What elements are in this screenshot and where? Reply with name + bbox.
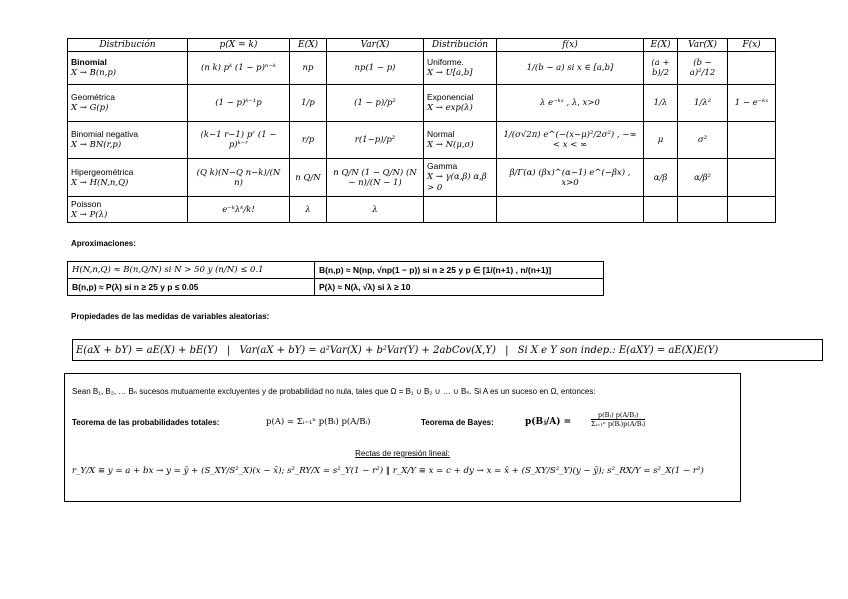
dist-symbol: X → γ(α,β) α,β > 0 — [427, 172, 487, 193]
header-cell: F(x) — [728, 39, 776, 52]
header-cell: Var(X) — [678, 39, 728, 52]
pdf-cell: λ e⁻ᵏˣ , λ, x>0 — [497, 85, 644, 122]
mean-cell: (a + b)/2 — [644, 52, 678, 85]
table-header-row — [68, 39, 776, 52]
variance-cell: (b − a)²/12 — [678, 52, 728, 85]
properties-box — [72, 339, 823, 361]
pmf-cell: (Q k)(N−Q n−k)/(N n) — [188, 159, 290, 197]
variance-cell — [678, 197, 728, 223]
mean-cell: r/p — [290, 122, 327, 159]
variance-cell: 1/λ² — [678, 85, 728, 122]
approx-hypergeometric-binomial: H(N,n,Q) ≈ B(n,Q/N) si N > 50 y (n/N) ≤ 0.1 — [68, 262, 315, 279]
variance-cell: r(1−p)/p² — [327, 122, 424, 159]
mean-cell: λ — [290, 197, 327, 223]
mean-cell: μ — [644, 122, 678, 159]
dist-symbol: X → exp(λ) — [427, 103, 473, 113]
separator: | — [226, 345, 231, 356]
dist-name: Hipergeométrica — [71, 166, 134, 177]
property-variance: Var(aX + bY) = a²Var(X) + b²Var(Y) + 2abCov(X,Y) — [239, 345, 496, 356]
dist-name: Exponencial — [427, 92, 474, 102]
theorems-box — [64, 373, 741, 502]
cdf-cell: 1 − e⁻ᵏˣ — [728, 85, 776, 122]
table-row — [68, 85, 776, 122]
distributions-table — [67, 38, 776, 223]
pdf-cell — [497, 197, 644, 223]
approx-binomial-poisson: B(n,p) ≈ P(λ) si n ≥ 25 y p ≤ 0.05 — [68, 279, 315, 296]
dist-symbol: X → G(p) — [71, 103, 109, 113]
table-row — [68, 52, 776, 85]
dist-symbol: X → U[a,b] — [427, 68, 473, 78]
variance-cell: α/β² — [678, 159, 728, 197]
mean-cell: 1/p — [290, 85, 327, 122]
approximations-title: Aproximaciones: — [71, 239, 136, 248]
properties-title: Propiedades de las medidas de variables aleatorias: — [71, 312, 270, 321]
cdf-cell — [728, 122, 776, 159]
dist-name: Geométrica — [71, 92, 115, 102]
pmf-cell: e⁻ᵏλᵏ/k! — [188, 197, 290, 223]
mean-cell: np — [290, 52, 327, 85]
pmf-cell: (n k) pᵏ (1 − p)ⁿ⁻ᵏ — [188, 52, 290, 85]
header-cell: E(X) — [644, 39, 678, 52]
dist-symbol: X → H(N,n,Q) — [71, 177, 129, 188]
cdf-cell — [728, 159, 776, 197]
header-cell: E(X) — [290, 39, 327, 52]
pdf-cell: 1/(b − a) si x ∈ [a,b] — [497, 52, 644, 85]
approx-poisson-normal: P(λ) ≈ N(λ, √λ) si λ ≥ 10 — [315, 279, 604, 296]
property-expectation: E(aX + bY) = aE(X) + bE(Y) — [76, 345, 218, 356]
bayes-numerator: p(Bⱼ) p(A/Bⱼ) — [591, 411, 645, 420]
dist-name: Normal — [427, 129, 455, 139]
dist-symbol: X → N(μ,σ) — [427, 140, 474, 150]
total-probability-label: Teorema de las probabilidades totales: — [72, 418, 220, 427]
mean-cell: n Q/N — [290, 159, 327, 197]
dist-symbol: X → BN(r,p) — [71, 140, 122, 150]
mean-cell: 1/λ — [644, 85, 678, 122]
variance-cell: (1 − p)/p² — [327, 85, 424, 122]
dist-symbol: X → B(n,p) — [71, 68, 117, 78]
header-cell: Distribución — [68, 39, 188, 52]
theorems-intro: Sean B₁, B₂, … Bₙ sucesos mutuamente excluyentes y de probabilidad no nula, tales que Ω = B₁ ∪ B₂ ∪ … ∪ Bₙ. Si A es un suceso en Ω, entonces: — [72, 387, 596, 396]
table-row — [68, 159, 776, 197]
bayes-fraction — [591, 411, 645, 428]
table-row — [68, 122, 776, 159]
bayes-lhs: p(Bⱼ/A) = — [525, 417, 572, 427]
header-cell: f(x) — [497, 39, 644, 52]
mean-cell: α/β — [644, 159, 678, 197]
pdf-cell: 1/(σ√2π) e^(−(x−μ)²/2σ²) , −∞ < x < ∞ — [497, 122, 644, 159]
header-cell: p(X = k) — [188, 39, 290, 52]
dist-name: Binomial negativa — [71, 129, 139, 139]
variance-cell: np(1 − p) — [327, 52, 424, 85]
table-row — [68, 197, 776, 223]
approx-binomial-normal: B(n,p) ≈ N(np, √np(1 − p)) si n ≥ 25 y p ∈ [1/(n+1) , n/(n+1)] — [315, 262, 604, 279]
pmf-cell: (1 − p)ᵏ⁻¹p — [188, 85, 290, 122]
variance-cell: λ — [327, 197, 424, 223]
total-probability-formula: p(A) = Σᵢ₌₁ⁿ p(Bᵢ) p(A/Bᵢ) — [266, 417, 371, 427]
variance-cell: n Q/N (1 − Q/N) (N − n)/(N − 1) — [327, 159, 424, 197]
header-cell: Var(X) — [327, 39, 424, 52]
regression-formulas: r_Y/X ≡ y = a + bx → y = ȳ + (S_XY/S²_X)(x − x̄); s²_RY/X = s²_Y(1 − r²) ‖ r_X/Y ≡ x = c + dy → x = x̄ + (S_XY/S²_Y)(y − ȳ); s²_RX/Y = s²_X(1 − r²) — [72, 466, 704, 476]
regression-title: Rectas de regresión lineal: — [355, 449, 450, 458]
property-independent: Si X e Y son indep.: E(aXY) = aE(X)E(Y) — [517, 345, 719, 356]
variance-cell: σ² — [678, 122, 728, 159]
dist-name: Gamma — [427, 161, 458, 171]
pdf-cell: β/Γ(α) (βx)^(α−1) e^(−βx) , x>0 — [497, 159, 644, 197]
header-cell: Distribución — [424, 39, 497, 52]
bayes-denominator: Σᵢ₌₁ⁿ p(Bᵢ)p(A/Bᵢ) — [591, 420, 646, 428]
dist-name: Uniforme. — [427, 57, 464, 67]
pmf-cell: (k−1 r−1) pʳ (1 − p)ᵏ⁻ʳ — [188, 122, 290, 159]
cdf-cell — [728, 52, 776, 85]
approximations-table — [67, 261, 604, 296]
mean-cell — [644, 197, 678, 223]
cdf-cell — [728, 197, 776, 223]
table-row — [68, 262, 604, 279]
dist-name: Poisson — [71, 198, 102, 209]
table-row — [68, 279, 604, 296]
dist-symbol: X → P(λ) — [71, 209, 108, 220]
separator: | — [505, 345, 509, 356]
dist-name: Binomial — [71, 57, 107, 67]
bayes-label: Teorema de Bayes: — [421, 418, 494, 427]
